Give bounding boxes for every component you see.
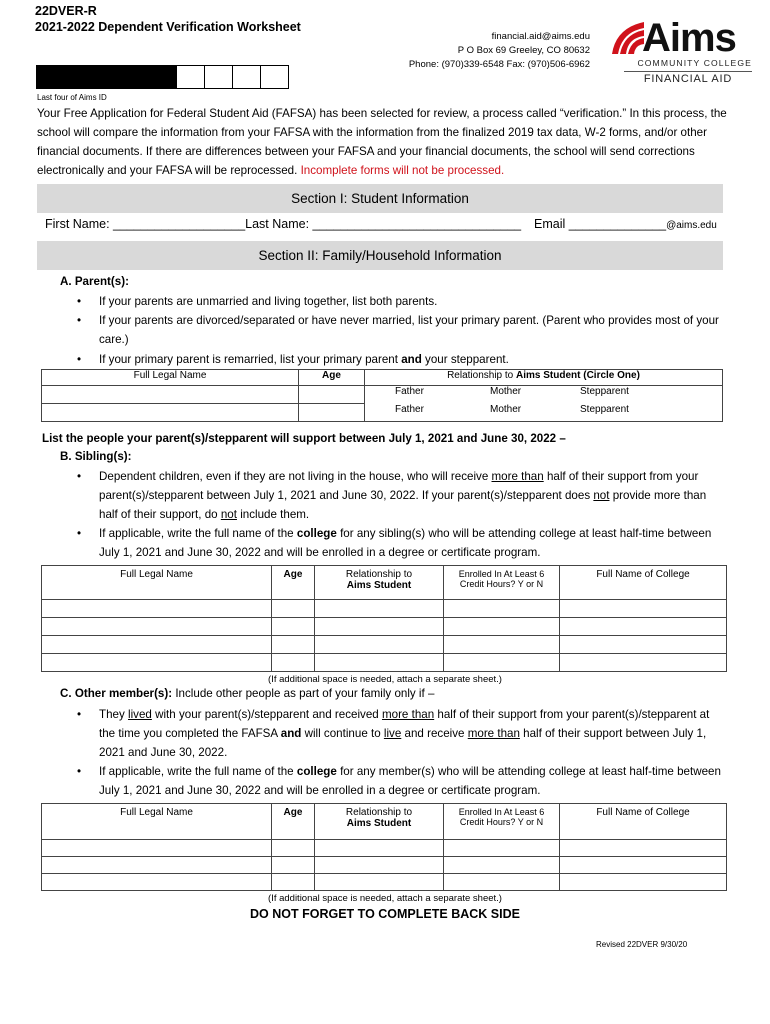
email-domain: @aims.edu — [666, 220, 717, 231]
email-label: Email ______________ — [534, 217, 667, 231]
siblings-label: B. Sibling(s): — [60, 450, 132, 463]
id-box-masked — [148, 65, 177, 89]
col-relationship: Relationship to Aims Student — [315, 804, 444, 840]
form-title: 2021-2022 Dependent Verification Worksheet — [35, 20, 301, 34]
siblings-table — [41, 565, 727, 672]
option-mother[interactable]: Mother — [490, 403, 522, 415]
logo-community-college: COMMUNITY COLLEGE — [637, 58, 752, 68]
table-row[interactable] — [42, 857, 727, 874]
id-box-digit[interactable] — [260, 65, 289, 89]
table-header-row — [42, 804, 727, 840]
contact-email: financial.aid@aims.edu — [491, 31, 590, 42]
table-row — [42, 386, 723, 404]
others-caption: (If additional space is needed, attach a separate sheet.) — [268, 893, 502, 904]
first-name-field[interactable]: First Name: ___________________ — [45, 217, 246, 231]
table-header-row — [42, 566, 727, 600]
contact-address: P O Box 69 Greeley, CO 80632 — [457, 45, 590, 56]
bullet-icon: • — [77, 527, 82, 540]
siblings-bullet-2: • If applicable, write the full name of the college for any sibling(s) who will be attending college at least half-time between July 1, 2021 and June 30, 2022 and will be enrolled in a degree or certificate program. — [99, 524, 725, 562]
name-cell[interactable] — [42, 386, 299, 404]
form-header — [35, 3, 301, 35]
id-box-masked — [36, 65, 65, 89]
contact-block — [409, 30, 590, 72]
aims-id-boxes — [36, 65, 288, 91]
col-full-legal-name: Full Legal Name — [42, 566, 272, 600]
parents-bullet-2: • If your parents are divorced/separated or have never married, list your primary parent. (Parent who provides most of your care.) — [99, 311, 719, 349]
bullet-icon: • — [77, 314, 82, 327]
id-box-digit[interactable] — [176, 65, 205, 89]
intro-warning: Incomplete forms will not be processed. — [300, 164, 505, 177]
relationship-options — [365, 404, 723, 422]
option-stepparent[interactable]: Stepparent — [580, 403, 629, 415]
col-college: Full Name of College — [560, 804, 727, 840]
id-box-masked — [64, 65, 93, 89]
table-row — [42, 404, 723, 422]
back-side-reminder: DO NOT FORGET TO COMPLETE BACK SIDE — [250, 907, 520, 921]
section-1-header: Section I: Student Information — [37, 184, 723, 213]
col-relationship: Relationship to Aims Student (Circle One) — [365, 370, 723, 386]
relationship-options — [365, 386, 723, 404]
parents-bullet-3: • If your primary parent is remarried, list your primary parent and your stepparent. — [99, 350, 719, 369]
col-enrolled: Enrolled In At Least 6 Credit Hours? Y or N — [444, 566, 560, 600]
table-row[interactable] — [42, 874, 727, 891]
bullet-icon: • — [77, 708, 82, 721]
parents-label: A. Parent(s): — [60, 275, 129, 288]
bullet-icon: • — [77, 470, 82, 483]
parents-table — [41, 369, 723, 422]
option-father[interactable]: Father — [395, 386, 424, 397]
support-heading: List the people your parent(s)/stepparent will support between July 1, 2021 and June 30, 2022 – — [42, 432, 566, 445]
table-row[interactable] — [42, 636, 727, 654]
option-father[interactable]: Father — [395, 403, 424, 415]
col-full-legal-name: Full Legal Name — [42, 804, 272, 840]
col-college: Full Name of College — [560, 566, 727, 600]
id-box-masked — [120, 65, 149, 89]
col-age: Age — [299, 370, 365, 386]
bullet-icon: • — [77, 765, 82, 778]
table-row[interactable] — [42, 840, 727, 857]
table-header-row — [42, 370, 723, 386]
bullet-icon: • — [77, 295, 82, 308]
table-row[interactable] — [42, 600, 727, 618]
col-enrolled: Enrolled In At Least 6 Credit Hours? Y or N — [444, 804, 560, 840]
option-stepparent[interactable]: Stepparent — [580, 386, 629, 397]
siblings-bullet-1: • Dependent children, even if they are not living in the house, who will receive more than half of their support from your parent(s)/stepparent between July 1, 2021 and June 30, 2022. If your parent(s)/stepparent does not provide more than half of their support, do not include them. — [99, 467, 725, 524]
logo-wordmark: Aims — [642, 16, 736, 60]
others-bullet-1: • They lived with your parent(s)/stepparent and received more than half of their support from your parent(s)/stepparent at the time you completed the FAFSA and will continue to live and receive more than half of their support between July 1, 2021 and June 30, 2022. — [99, 705, 725, 762]
logo-financial-aid: FINANCIAL AID — [624, 71, 752, 85]
section-2-header: Section II: Family/Household Information — [37, 241, 723, 270]
siblings-caption: (If additional space is needed, attach a separate sheet.) — [268, 674, 502, 685]
col-relationship: Relationship to Aims Student — [315, 566, 444, 600]
intro-text: Your Free Application for Federal Student Aid (FAFSA) has been selected for review, a process called “verification.” In this process, the school will compare the information from your FAFSA with the information from the finalized 2019 tax data, W-2 forms, and/or other financial documents. If there are differences between your FAFSA and your financial documents, the school will send corrections electronically and your FAFSA will be reprocessed. — [37, 107, 727, 177]
aims-logo — [612, 16, 752, 88]
parents-bullet-1: • If your parents are unmarried and living together, list both parents. — [99, 292, 719, 311]
bullet-icon: • — [77, 353, 82, 366]
email-field[interactable] — [534, 217, 717, 231]
last-name-field[interactable]: Last Name: ______________________________ — [245, 217, 522, 231]
table-row[interactable] — [42, 618, 727, 636]
table-row[interactable] — [42, 654, 727, 672]
revision-note: Revised 22DVER 9/30/20 — [596, 940, 688, 949]
name-cell[interactable] — [42, 404, 299, 422]
id-box-digit[interactable] — [204, 65, 233, 89]
id-box-masked — [92, 65, 121, 89]
age-cell[interactable] — [299, 404, 365, 422]
student-name-fields — [45, 217, 521, 231]
col-age: Age — [272, 566, 315, 600]
option-mother[interactable]: Mother — [490, 386, 522, 397]
age-cell[interactable] — [299, 386, 365, 404]
others-label: C. Other member(s): Include other people as part of your family only if – — [60, 687, 435, 700]
col-age: Age — [272, 804, 315, 840]
contact-phone-fax: Phone: (970)339-6548 Fax: (970)506-6962 — [408, 59, 590, 70]
others-bullet-2: • If applicable, write the full name of the college for any member(s) who will be attending college at least half-time between July 1, 2021 and June 30, 2022 and will be enrolled in a degree or certificate program. — [99, 762, 725, 800]
others-table — [41, 803, 727, 891]
form-code: 22DVER-R — [35, 4, 97, 18]
id-box-digit[interactable] — [232, 65, 261, 89]
intro-paragraph — [37, 104, 729, 180]
col-full-legal-name: Full Legal Name — [42, 370, 299, 386]
id-caption: Last four of Aims ID — [37, 93, 107, 102]
